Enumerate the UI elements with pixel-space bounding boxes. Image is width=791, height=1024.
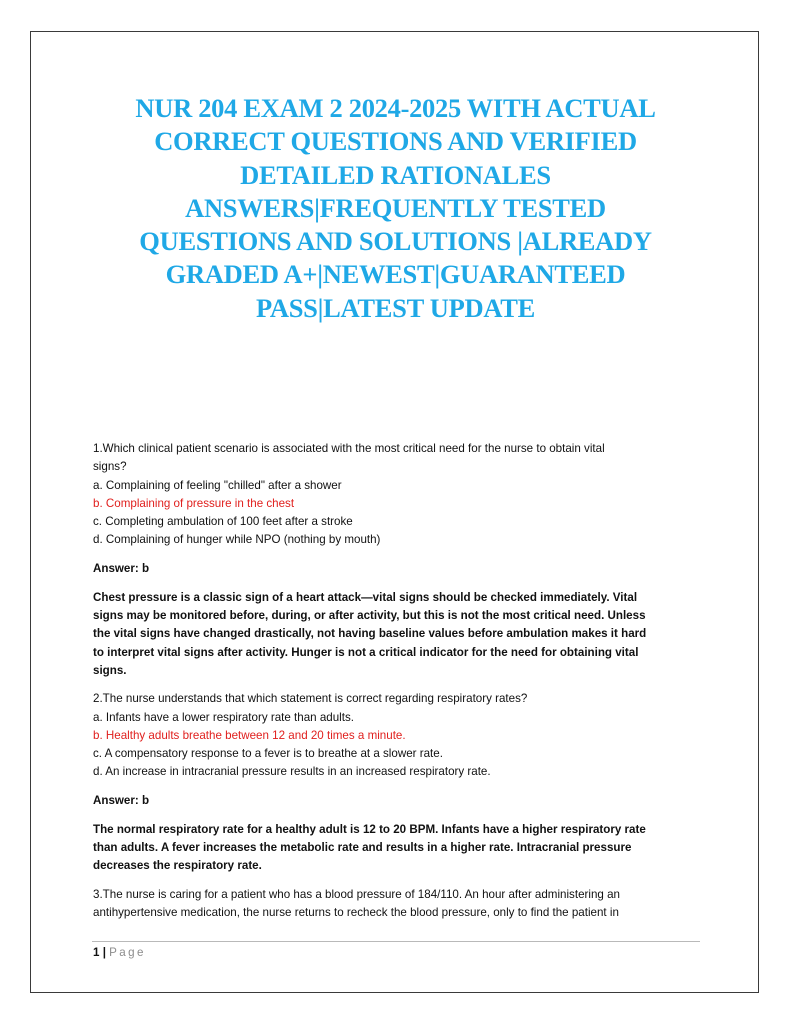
title-line: QUESTIONS AND SOLUTIONS |ALREADY bbox=[139, 226, 652, 257]
rationale-line: Chest pressure is a classic sign of a heart attack—vital signs should be checked immediately. Vital bbox=[93, 590, 638, 604]
page-number: 1 bbox=[93, 946, 100, 959]
question-stem: 3.The nurse is caring for a patient who has a blood pressure of 184/110. An hour after administering an bbox=[93, 887, 620, 901]
question-2 bbox=[93, 690, 703, 781]
page-label: Page bbox=[109, 946, 146, 959]
option-c: c. Completing ambulation of 100 feet after a stroke bbox=[93, 515, 353, 529]
rationale-line: The normal respiratory rate for a healthy adult is 12 to 20 BPM. Infants have a higher respiratory rate bbox=[93, 822, 646, 836]
document-body bbox=[93, 440, 703, 932]
answer-label: Answer: b bbox=[93, 793, 150, 807]
question-1 bbox=[93, 440, 703, 550]
rationale-1 bbox=[93, 589, 703, 680]
rationale-line: signs. bbox=[93, 663, 127, 677]
rationale-line: signs may be monitored before, during, or after activity, but this is not the most critical need. Unless bbox=[93, 609, 646, 623]
option-a: a. Infants have a lower respiratory rate than adults. bbox=[93, 710, 355, 724]
question-stem: 1.Which clinical patient scenario is associated with the most critical need for the nurse to obtain vital bbox=[93, 442, 605, 455]
page-footer bbox=[93, 945, 146, 961]
answer-label: Answer: b bbox=[93, 561, 150, 575]
question-stem: antihypertensive medication, the nurse returns to recheck the blood pressure, only to find the patient in bbox=[93, 905, 619, 919]
rationale-line: the vital signs have changed drastically, not having baseline values before ambulation makes it hard bbox=[93, 627, 647, 641]
title-line: DETAILED RATIONALES bbox=[240, 159, 551, 190]
rationale-2 bbox=[93, 821, 703, 876]
footer-divider bbox=[92, 941, 700, 942]
question-3 bbox=[93, 886, 703, 923]
document-title bbox=[90, 92, 701, 325]
title-line: CORRECT QUESTIONS AND VERIFIED bbox=[154, 126, 637, 157]
option-d: d. Complaining of hunger while NPO (nothing by mouth) bbox=[93, 533, 381, 547]
title-line: PASS|LATEST UPDATE bbox=[255, 292, 535, 323]
rationale-line: than adults. A fever increases the metabolic rate and results in a higher rate. Intracranial pressure bbox=[93, 841, 632, 855]
option-d: d. An increase in intracranial pressure results in an increased respiratory rate. bbox=[93, 765, 491, 779]
option-b-correct: b. Complaining of pressure in the chest bbox=[93, 496, 295, 510]
title-line: NUR 204 EXAM 2 2024-2025 WITH ACTUAL bbox=[135, 93, 656, 123]
option-b-correct: b. Healthy adults breathe between 12 and 20 times a minute. bbox=[93, 728, 406, 742]
option-c: c. A compensatory response to a fever is to breathe at a slower rate. bbox=[93, 747, 443, 761]
question-stem: signs? bbox=[93, 460, 127, 474]
footer-separator: | bbox=[102, 946, 106, 959]
option-a: a. Complaining of feeling "chilled" after a shower bbox=[93, 478, 342, 492]
rationale-line: to interpret vital signs after activity. Hunger is not a critical indicator for the need for obtaining vital bbox=[93, 645, 639, 659]
title-line: GRADED A+|NEWEST|GUARANTEED bbox=[165, 259, 626, 290]
rationale-line: decreases the respiratory rate. bbox=[93, 859, 262, 873]
question-stem: 2.The nurse understands that which statement is correct regarding respiratory rates? bbox=[93, 692, 528, 706]
title-line: ANSWERS|FREQUENTLY TESTED bbox=[185, 192, 606, 223]
